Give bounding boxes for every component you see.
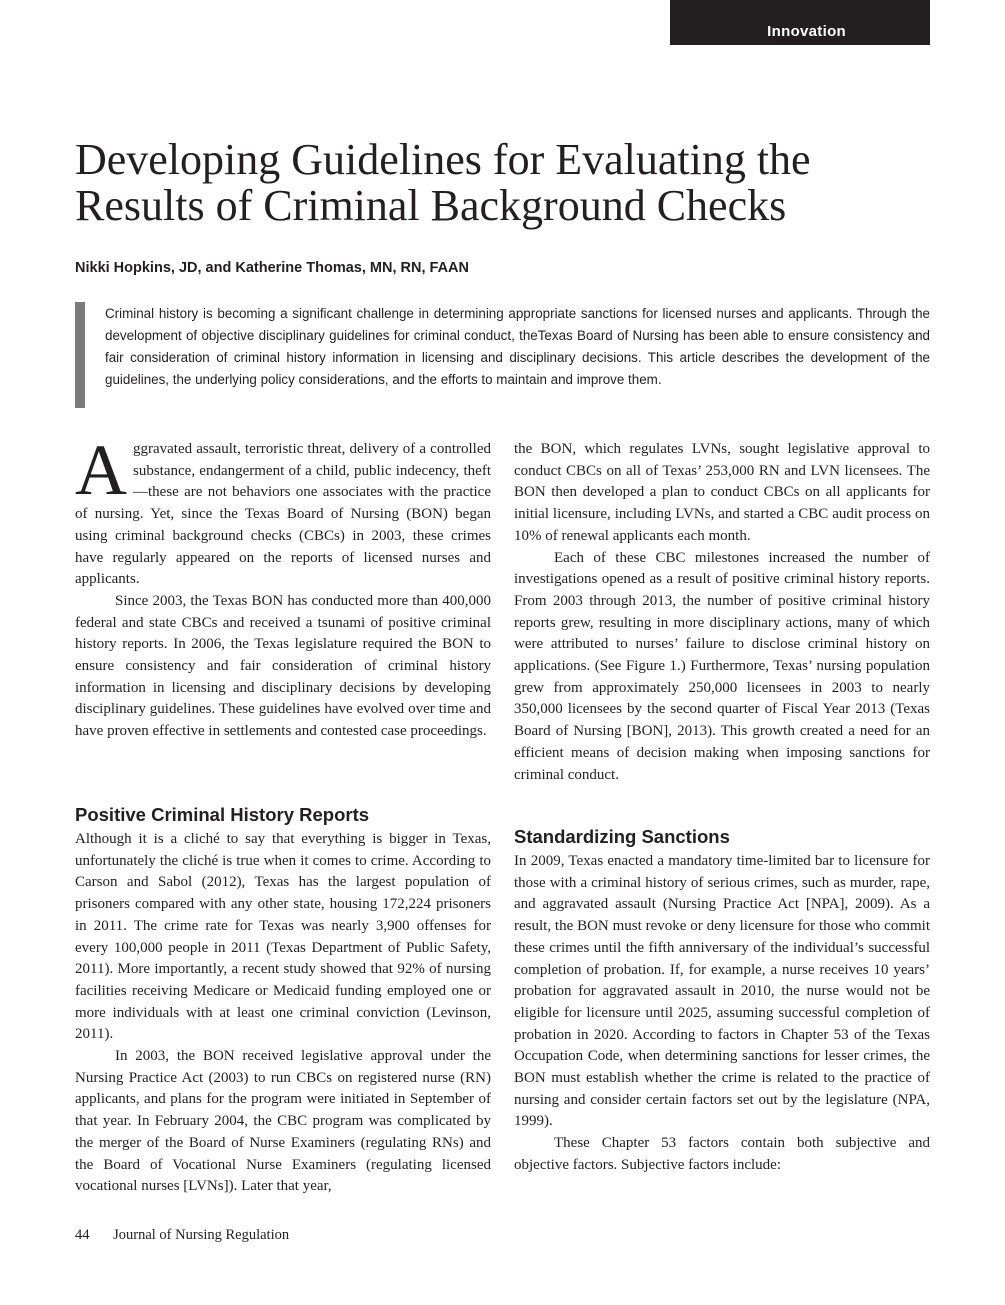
positive-paragraph-2: In 2003, the BON received legislative approval under the Nursing Practice Act (2003) to run CBCs on registered nurse (RN) applicants, and plans for the program were initiated in September of that year. In February 2004, the CBC program was complicated by the merger of the Board of Nurse Examiners (regulating RNs) and the Board of Vocational Nurse Examiners (regulating licensed vocational nurses [LVNs]). Later that year, [75, 1048, 491, 1195]
right-column-top [514, 439, 930, 786]
heading-positive-criminal-history: Positive Criminal History Reports [75, 804, 370, 825]
abstract-bar [75, 302, 85, 408]
right-paragraph-2: Each of these CBC milestones increased the number of investigations opened as a result of positive criminal history reports. From 2003 through 2013, the number of positive criminal history reports grew, resulting in more disciplinary actions, many of which were attributed to nurses’ failure to disclose criminal history on applications. (See Figure 1.) Furthermore, Texas’ nursing population grew from approximately 250,000 licensees in 2003 to nearly 350,000 licensees by the second quarter of Fiscal Year 2013 (Texas Board of Nursing [BON], 2013). This growth created a need for an efficient means of decision making when imposing sanctions for criminal conduct. [514, 549, 930, 783]
heading-standardizing-sanctions: Standardizing Sanctions [514, 826, 730, 847]
article-title: Developing Guidelines for Evaluating the Results of Criminal Background Checks [75, 135, 811, 230]
right-paragraph-1: the BON, which regulates LVNs, sought legislative approval to conduct CBCs on all of Texas’ 253,000 RN and LVN licensees. The BON then developed a plan to conduct CBCs on all applicants for initial licensure, including LVNs, and started a CBC audit process on 10% of renewal applicants each month. [514, 441, 930, 544]
article-abstract: Criminal history is becoming a significant challenge in determining appropriate sanctions for licensed nurses and applicants. Through the development of objective disciplinary guidelines for criminal conduct, theTexas Board of Nursing has been able to ensure consistency and fair consideration of criminal history information in licensing and disciplinary decisions. This article describes the development of the guidelines, the underlying policy considerations, and the efforts to maintain and improve them. [105, 306, 930, 387]
standard-paragraph-1: In 2009, Texas enacted a mandatory time-limited bar to licensure for those with a criminal history of serious crimes, such as murder, rape, and aggravated assault (Nursing Practice Act [NPA], 2009). As a result, the BON must revoke or deny licensure for those who commit these crimes until the fifth anniversary of the individual’s successful completion of probation. If, for example, a nurse receives 10 years’ probation for aggravated assault in 2010, the nurse would not be eligible for licensure until 2025, assuming successful completion of probation in 2020. According to factors in Chapter 53 of the Texas Occupation Code, when determining sanctions for lesser crimes, the BON must establish whether the crime is related to the practice of nursing and consider certain factors set out by the legislature (NPA, 1999). [514, 853, 930, 1130]
drop-cap: A [75, 430, 127, 510]
page-number: 44 [75, 1227, 90, 1243]
intro-paragraph-1-text: ggravated assault, terroristic threat, delivery of a controlled substance, endangerment of a child, public indecency, theft—these are not behaviors one associates with the practice of nursing. Yet, since the Texas Board of Nursing (BON) began using criminal background checks (CBCs) in 2003, these crimes have regularly appeared on the reports of licensed nurses and applicants. [75, 441, 491, 588]
left-column-intro [75, 430, 491, 743]
intro-paragraph-2: Since 2003, the Texas BON has conducted more than 400,000 federal and state CBCs and received a tsunami of positive criminal history reports. In 2006, the Texas legislature required the BON to ensure consistency and fair consideration of criminal history information in licensing and disciplinary decisions by developing disciplinary guidelines. These guidelines have evolved over time and have proven effective in settlements and contested case proceedings. [75, 592, 491, 740]
standard-paragraph-2: These Chapter 53 factors contain both subjective and objective factors. Subjective factors include: [514, 1135, 930, 1173]
positive-paragraph-1: Although it is a cliché to say that everything is bigger in Texas, unfortunately the cliché is true when it comes to crime. According to Carson and Sabol (2012), Texas has the largest population of prisoners compared with any other state, housing 172,224 prisoners in 2011. The crime rate for Texas was nearly 3,900 offenses for every 100,000 people in 2011 (Texas Department of Public Safety, 2011). More importantly, a recent study showed that 92% of nursing facilities receiving Medicare or Medicaid funding employed one or more individuals with at least one criminal conviction (Levinson, 2011). [75, 831, 491, 1043]
section-tab: Innovation [670, 0, 930, 45]
intro-paragraph-1 [75, 430, 491, 591]
article-authors: Nikki Hopkins, JD, and Katherine Thomas, MN, RN, FAAN [75, 260, 469, 276]
page-footer [75, 1227, 289, 1244]
journal-name: Journal of Nursing Regulation [113, 1227, 290, 1243]
left-column-positive [75, 829, 491, 1198]
right-column-standardizing [514, 851, 930, 1177]
